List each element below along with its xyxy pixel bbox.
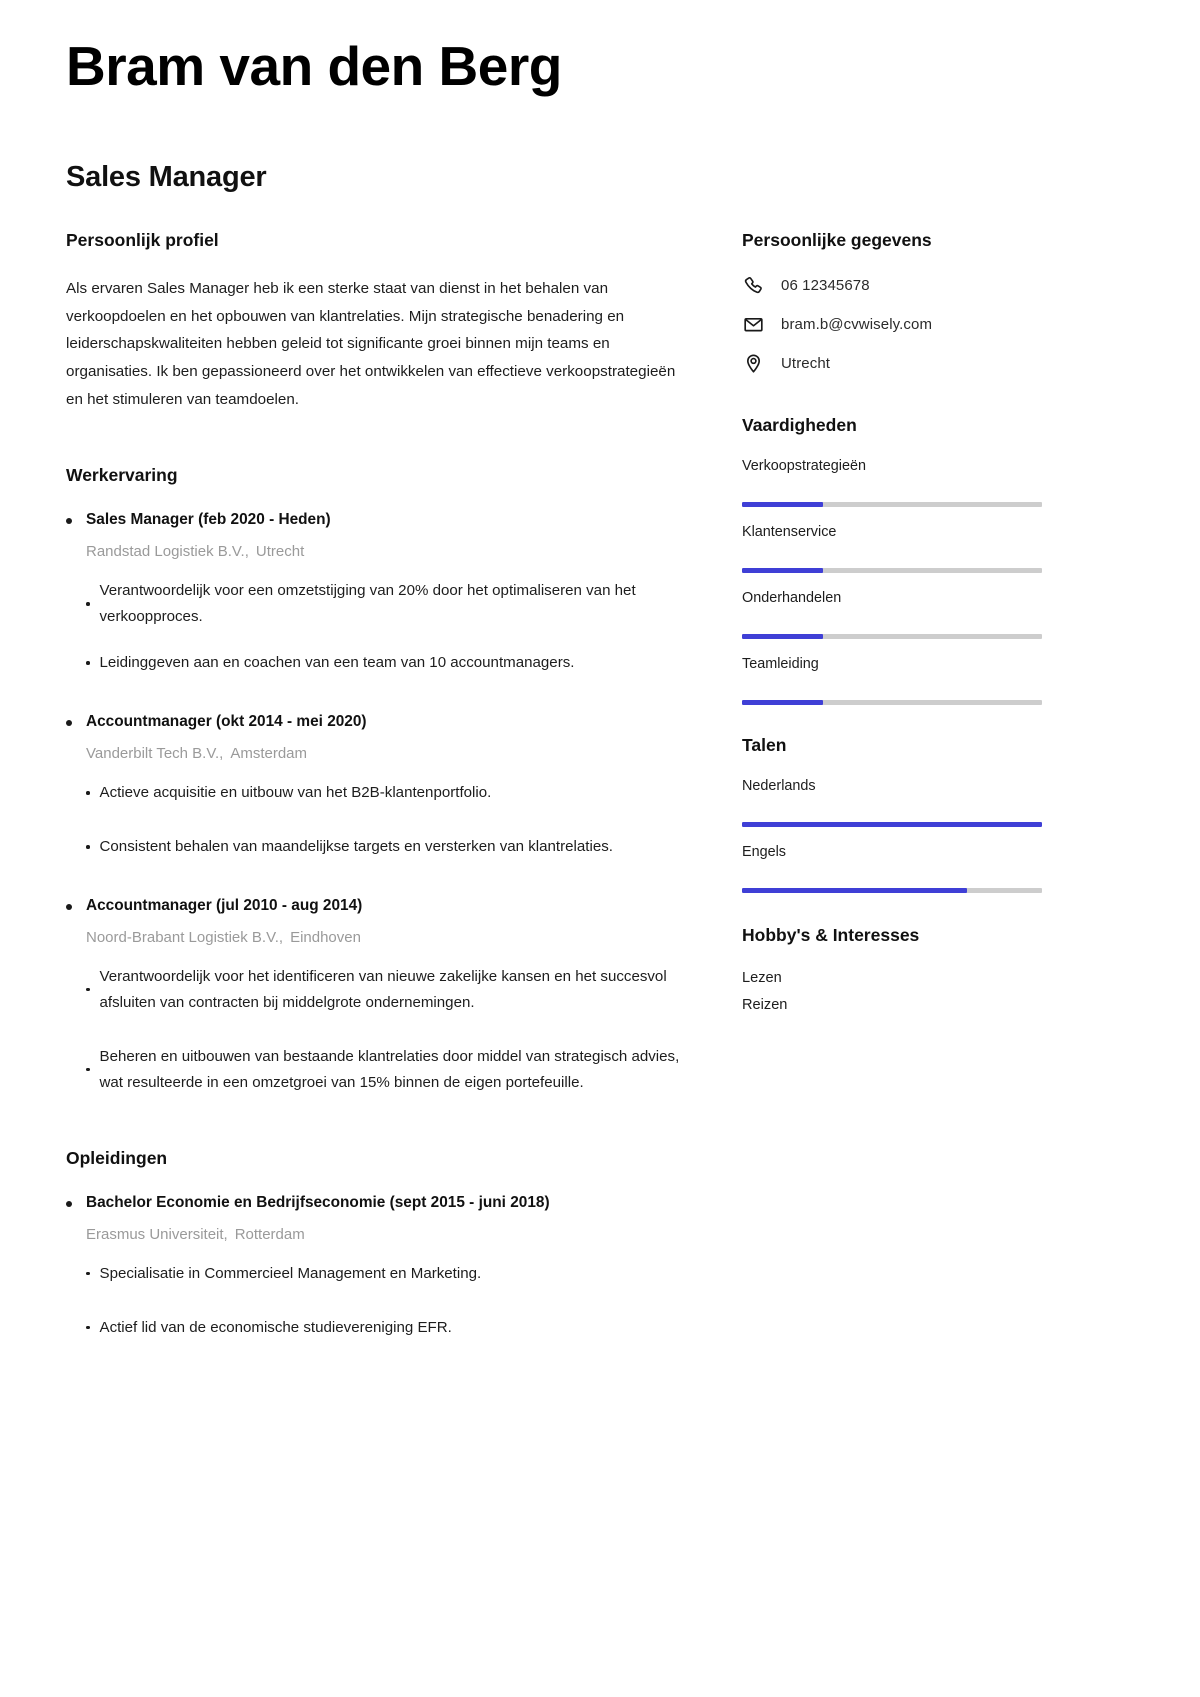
sidebar-title-languages: Talen (742, 734, 787, 755)
language-label: Nederlands (742, 777, 816, 794)
experience-entry-company: Noord-Brabant Logistiek B.V., (86, 928, 284, 946)
phone-icon (742, 275, 764, 297)
bullet-text: Verantwoordelijk voor een omzetstijging van 20% door het optimaliseren van het verkoopproces. (99, 582, 636, 626)
education-entry-school: Erasmus Universiteit, (86, 1225, 228, 1243)
sidebar-section-languages (742, 735, 1140, 893)
language-bar-fill (742, 822, 1042, 827)
bullet-dot-icon (86, 661, 90, 665)
bullet-dot-icon (86, 1326, 90, 1330)
experience-entry-title: Accountmanager (okt 2014 - mei 2020) (86, 713, 367, 731)
skill-bar-track (742, 568, 1042, 573)
contact-row-phone[interactable] (742, 275, 1140, 297)
bullet-dot-icon (66, 518, 72, 524)
experience-entry (66, 712, 704, 860)
list-item (86, 1044, 704, 1096)
phone-value: 06 12345678 (781, 277, 870, 295)
sidebar-title-personal: Persoonlijke gegevens (742, 229, 932, 250)
section-title-experience: Werkervaring (66, 465, 178, 486)
sidebar (734, 230, 1140, 1019)
experience-entry-meta (86, 743, 704, 764)
list-item (86, 1261, 704, 1287)
skill-bar-fill (742, 502, 823, 507)
education-entry-header (66, 1193, 704, 1213)
bullet-dot-icon (86, 791, 90, 795)
location-pin-icon (742, 353, 764, 375)
list-item (86, 578, 704, 630)
skill-label: Teamleiding (742, 655, 819, 672)
bullet-text: Leidinggeven aan en coachen van een team van 10 accountmanagers. (99, 654, 575, 672)
bullet-text: Verantwoordelijk voor het identificeren van nieuwe zakelijke kansen en het succesvol afsluiten van contracten bij middelgrote ondernemingen. (99, 967, 667, 1011)
language-bar-track (742, 822, 1042, 827)
bullet-text: Beheren en uitbouwen van bestaande klantrelaties door middel van strategisch advies, wat resulteerde in een omzetgroei van 15% binnen de eigen portefeuille. (99, 1047, 680, 1091)
job-title-subheading: Sales Manager (66, 160, 267, 193)
experience-entry-meta (86, 541, 704, 562)
skill-bar-track (742, 634, 1042, 639)
bullet-dot-icon (66, 720, 72, 726)
experience-entry-location: Eindhoven (290, 928, 361, 946)
experience-entry-bullets (86, 964, 704, 1096)
list-item (86, 964, 704, 1016)
bullet-dot-icon (86, 845, 90, 849)
bullet-text: Consistent behalen van maandelijkse targets en versterken van klantrelaties. (99, 838, 613, 856)
experience-entry-meta (86, 927, 704, 948)
experience-entry (66, 896, 704, 1096)
skill-bar-fill (742, 700, 823, 705)
section-opleidingen (66, 1148, 704, 1341)
list-item (86, 650, 704, 676)
bullet-text: Actieve acquisitie en uitbouw van het B2B-klantenportfolio. (99, 784, 492, 802)
list-item (86, 834, 704, 860)
bullet-dot-icon (86, 602, 90, 606)
sidebar-title-hobbies: Hobby's & Interesses (742, 924, 920, 945)
skill-item (742, 458, 1140, 507)
email-value: bram.b@cvwisely.com (781, 316, 933, 334)
language-item (742, 844, 1140, 893)
skill-bar-track (742, 700, 1042, 705)
education-entry (66, 1193, 704, 1341)
skill-label: Klantenservice (742, 523, 837, 540)
bullet-text: Specialisatie in Commercieel Management en Marketing. (99, 1264, 482, 1282)
skill-bar-fill (742, 634, 823, 639)
language-bar-track (742, 888, 1042, 893)
sidebar-section-skills (742, 415, 1140, 705)
education-entry-bullets (86, 1261, 704, 1341)
section-title-profile: Persoonlijk profiel (66, 229, 219, 250)
language-bar-fill (742, 888, 967, 893)
experience-entry-bullets (86, 578, 704, 676)
section-title-education: Opleidingen (66, 1147, 168, 1168)
experience-entry-title: Accountmanager (jul 2010 - aug 2014) (86, 896, 363, 914)
bullet-dot-icon (86, 1068, 90, 1072)
experience-entry-header (66, 510, 704, 530)
section-persoonlijk-profiel (66, 230, 704, 413)
hobby-item: Reizen (742, 996, 788, 1013)
experience-entry-company: Randstad Logistiek B.V., (86, 543, 249, 561)
skill-item (742, 656, 1140, 705)
location-value: Utrecht (781, 355, 831, 373)
page-title: Bram van den Berg (66, 35, 562, 97)
contact-row-location[interactable] (742, 353, 1140, 375)
experience-entry-bullets (86, 780, 704, 860)
main-column (66, 230, 734, 1367)
experience-entry-header (66, 896, 704, 916)
bullet-text: Actief lid van de economische studievereniging EFR. (99, 1318, 452, 1336)
skill-item (742, 524, 1140, 573)
profile-text: Als ervaren Sales Manager heb ik een sterke staat van dienst in het behalen van verkoopdoelen en het opbouwen van klantrelaties. Mijn strategische benadering en leiderschapskwaliteiten hebben geleid tot significante groei binnen mijn teams en organisaties. Ik ben gepassioneerd over het ontwikkelen van effectieve verkoopstrategieën en het stimuleren van teamdoelen. (66, 279, 676, 408)
hobby-item: Lezen (742, 969, 782, 986)
education-entry-title: Bachelor Economie en Bedrijfseconomie (sept 2015 - juni 2018) (86, 1193, 550, 1211)
experience-entry (66, 510, 704, 676)
skill-bar-fill (742, 568, 823, 573)
cv-body (66, 230, 1140, 1367)
sidebar-title-skills: Vaardigheden (742, 414, 857, 435)
envelope-icon (742, 314, 764, 336)
section-werkervaring (66, 465, 704, 1096)
sidebar-section-hobbies (742, 925, 1140, 1019)
education-entry-meta (86, 1224, 704, 1245)
bullet-dot-icon (86, 988, 90, 992)
skill-label: Onderhandelen (742, 589, 842, 606)
bullet-dot-icon (66, 1201, 72, 1207)
sidebar-section-personal-details (742, 230, 1140, 375)
contact-row-email[interactable] (742, 314, 1140, 336)
experience-entry-header (66, 712, 704, 732)
education-entry-location: Rotterdam (234, 1225, 305, 1243)
language-item (742, 778, 1140, 827)
skill-label: Verkoopstrategieën (742, 457, 867, 474)
bullet-dot-icon (86, 1272, 90, 1276)
experience-entry-title: Sales Manager (feb 2020 - Heden) (86, 511, 331, 529)
language-label: Engels (742, 843, 787, 860)
bullet-dot-icon (66, 904, 72, 910)
experience-entry-location: Utrecht (255, 543, 305, 561)
skill-bar-track (742, 502, 1042, 507)
experience-entry-location: Amsterdam (230, 745, 308, 763)
skill-item (742, 590, 1140, 639)
list-item (86, 780, 704, 806)
experience-entry-company: Vanderbilt Tech B.V., (86, 745, 224, 763)
list-item (86, 1315, 704, 1341)
